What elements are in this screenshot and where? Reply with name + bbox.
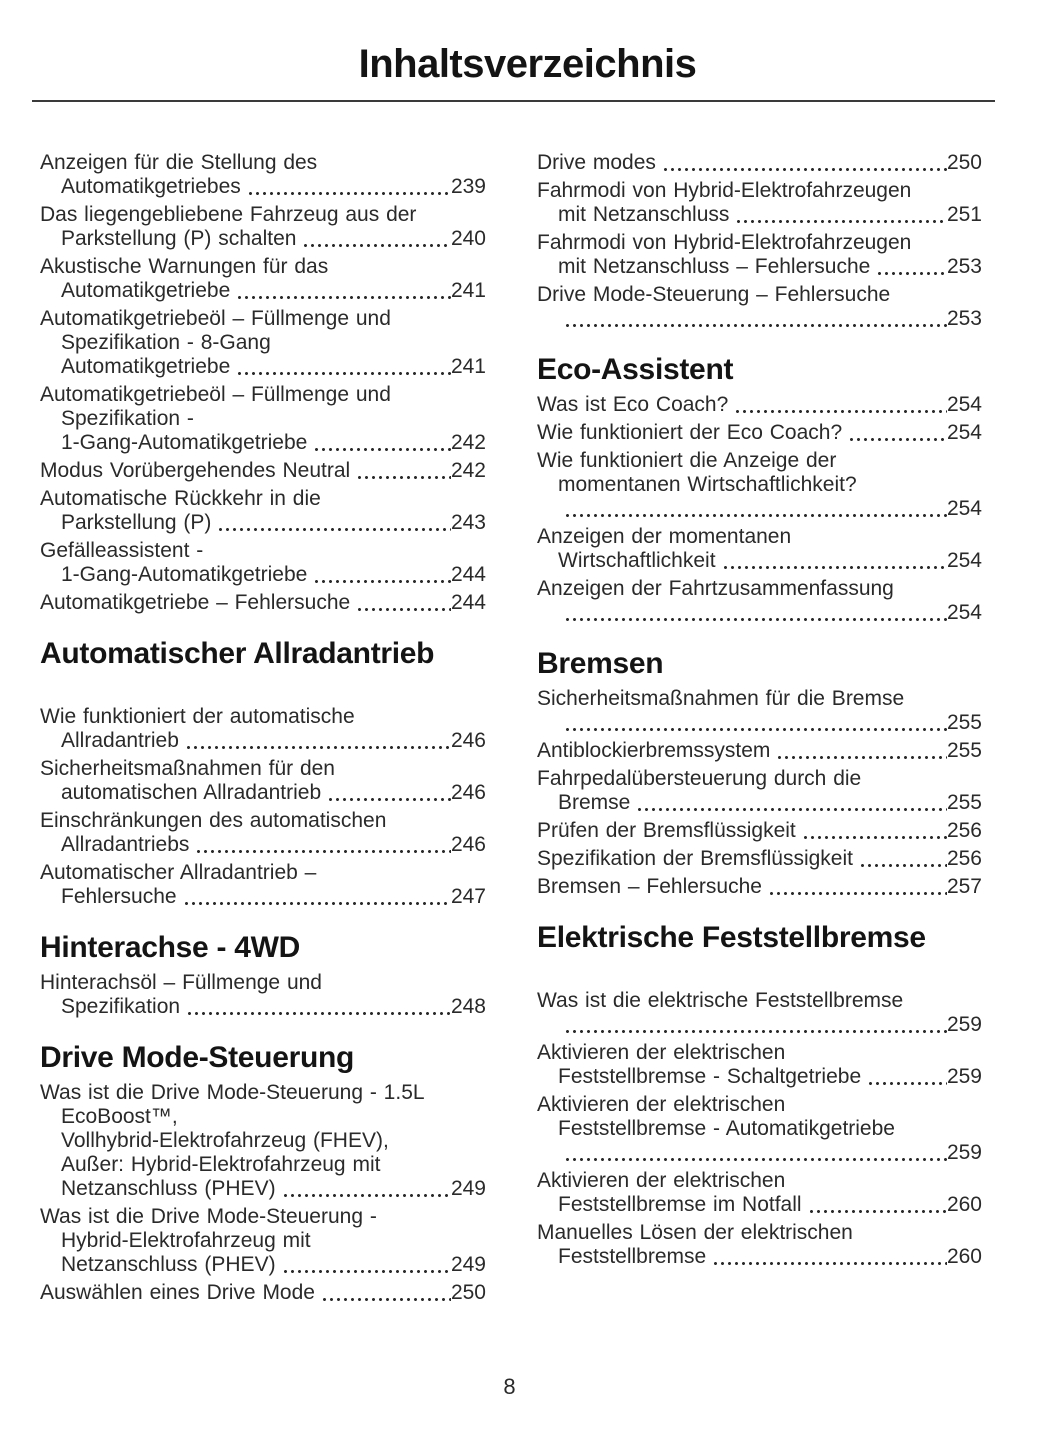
toc-page-ref: 251 [946,203,982,226]
dot-leader [564,1141,947,1165]
toc-page-ref: 256 [946,847,982,870]
toc-page-ref: 254 [946,393,982,416]
toc-entry-line [537,601,982,625]
toc-entry-line: Sicherheitsmaßnahmen für die Bremse [537,687,905,710]
toc-entry-line: Feststellbremse - Automatikgetriebe [558,1117,895,1140]
dot-leader [808,1193,947,1217]
dot-leader [636,791,947,815]
toc-page-ref: 253 [946,307,982,330]
toc-entry-line: Einschränkungen des automatischen [40,809,387,832]
toc-entry [537,1041,982,1089]
dot-leader [313,431,451,455]
dot-leader [313,563,451,587]
toc-entry-line: Anzeigen der Fahrtzusammenfassung [537,577,894,600]
toc-entry-line [537,255,982,279]
dot-leader [564,307,947,331]
toc-entry-line [40,227,486,251]
toc-entry-text: Drive modes [537,151,656,174]
toc-page-ref: 256 [946,819,982,842]
toc-entry-line: Was ist die elektrische Feststellbremse [537,989,904,1012]
toc-page-ref: 259 [946,1065,982,1088]
toc-entry [537,739,982,763]
toc-page-ref: 254 [946,601,982,624]
toc-entry-text: Feststellbremse - Schaltgetriebe [558,1065,862,1088]
dot-leader [722,549,947,573]
toc-page-ref: 244 [450,563,486,586]
toc-entry-line: Was ist die Drive Mode-Steuerung - 1.5L [40,1081,425,1104]
toc-entry-line [537,1245,982,1269]
toc-page-ref: 246 [450,781,486,804]
toc-entry-line [537,1013,982,1037]
toc-entry-text: Parkstellung (P) [61,511,212,534]
toc-entry-text: mit Netzanschluss – Fehlersuche [558,255,871,278]
toc-entry-line: Das liegengebliebene Fahrzeug aus der [40,203,417,226]
toc-entry-text: Bremse [558,791,631,814]
toc-entry [40,383,486,455]
toc-entry-text: Was ist Eco Coach? [537,393,729,416]
toc-entry [40,591,486,615]
toc-entry-line: EcoBoost™, [61,1105,178,1128]
toc-page-ref: 255 [946,711,982,734]
toc-page-ref: 260 [946,1245,982,1268]
toc-page-ref: 253 [946,255,982,278]
toc-page-ref: 255 [946,791,982,814]
toc-entry-text: Automatikgetriebe [61,279,231,302]
toc-entry-text: 1-Gang-Automatikgetriebe [61,563,308,586]
page-title: Inhaltsverzeichnis [358,42,697,86]
toc-entry-line [40,1253,486,1277]
toc-entry [537,421,982,445]
toc-entry [40,1205,486,1277]
toc-entry-text: Prüfen der Bremsflüssigkeit [537,819,796,842]
toc-entry-text: Automatikgetriebe [61,355,231,378]
toc-entry-line [537,1193,982,1217]
toc-entry-line: Automatikgetriebeöl – Füllmenge und [40,383,391,406]
toc-entry-line: Hybrid-Elektrofahrzeug mit [61,1229,311,1252]
toc-entry-line: Aktivieren der elektrischen [537,1169,786,1192]
toc-entry [537,283,982,331]
toc-entry-line: Aktivieren der elektrischen [537,1041,786,1064]
toc-page-ref: 259 [946,1141,982,1164]
toc-entry [537,525,982,573]
toc-column-right [537,151,982,1273]
toc-entry-text: Bremsen – Fehlersuche [537,875,762,898]
toc-entry-line: Was ist die Drive Mode-Steuerung - [40,1205,377,1228]
toc-entry [40,459,486,483]
toc-entry-text: Allradantrieb [61,729,179,752]
title-divider [32,100,995,102]
toc-page-ref: 241 [450,355,486,378]
toc-page-ref: 255 [946,739,982,762]
toc-entry-line [537,739,982,763]
toc-entry-line: Drive Mode-Steuerung – Fehlersuche [537,283,891,306]
toc-entry-line: Vollhybrid-Elektrofahrzeug (FHEV), [61,1129,389,1152]
toc-entry-line: Sicherheitsmaßnahmen für den [40,757,335,780]
dot-leader [734,393,947,417]
toc-page-ref: 249 [450,1177,486,1200]
toc-page-ref: 250 [946,151,982,174]
toc-column-left [40,151,486,1309]
dot-leader [195,833,451,857]
dot-leader [321,1281,451,1305]
toc-entry [40,809,486,857]
section-heading: Bremsen [537,647,664,680]
toc-page-ref: 244 [450,591,486,614]
toc-entry [537,847,982,871]
toc-entry [40,539,486,587]
toc-entry-text: Auswählen eines Drive Mode [40,1281,315,1304]
toc-page-ref: 259 [946,1013,982,1036]
dot-leader [302,227,451,251]
toc-entry-line [537,711,982,735]
dot-leader [768,875,947,899]
toc-page-ref: 246 [450,833,486,856]
toc-entry-line [40,729,486,753]
toc-entry-line [537,421,982,445]
toc-entry-line [537,791,982,815]
toc-page-ref: 260 [946,1193,982,1216]
toc-entry [40,705,486,753]
toc-page-ref: 247 [450,885,486,908]
dot-leader [564,601,947,625]
toc-page-ref: 242 [450,431,486,454]
toc-entry-line: momentanen Wirtschaftlichkeit? [558,473,857,496]
toc-entry-text: Wirtschaftlichkeit [558,549,716,572]
toc-entry-line: Manuelles Lösen der elektrischen [537,1221,853,1244]
toc-entry-line: Anzeigen der momentanen [537,525,792,548]
toc-entry [40,1081,486,1201]
toc-page-ref: 239 [450,175,486,198]
toc-page-ref: 254 [946,549,982,572]
toc-entry-line [537,203,982,227]
toc-entry-line [40,781,486,805]
toc-entry-line [537,1141,982,1165]
toc-entry-text: Netzanschluss (PHEV) [61,1177,276,1200]
toc-entry-line [40,175,486,199]
toc-entry-text: Automatikgetriebe – Fehlersuche [40,591,351,614]
toc-entry-text: 1-Gang-Automatikgetriebe [61,431,308,454]
toc-page-ref: 242 [450,459,486,482]
toc-entry-text: Spezifikation der Bremsflüssigkeit [537,847,853,870]
dot-leader [876,255,947,279]
toc-entry [40,971,486,1019]
dot-leader [564,711,947,735]
dot-leader [236,355,451,379]
toc-entry-line [40,1177,486,1201]
toc-entry-line [40,431,486,455]
toc-page-ref: 240 [450,227,486,250]
dot-leader [327,781,451,805]
section-heading: Hinterachse - 4WD [40,931,300,964]
toc-entry-line [40,279,486,303]
dot-leader [282,1177,451,1201]
dot-leader [662,151,947,175]
toc-page-ref: 243 [450,511,486,534]
toc-entry-line [40,1281,486,1305]
toc-entry [537,393,982,417]
dot-leader [356,459,451,483]
toc-entry-line: Fahrmodi von Hybrid-Elektrofahrzeugen [537,231,912,254]
toc-entry [537,687,982,735]
toc-entry [537,449,982,521]
dot-leader [247,175,451,199]
toc-entry-text: Spezifikation [61,995,181,1018]
toc-entry [537,1093,982,1165]
toc-entry-line: Automatischer Allradantrieb – [40,861,317,884]
toc-page-ref: 246 [450,729,486,752]
toc-entry [40,307,486,379]
dot-leader [186,995,451,1019]
toc-entry-line: Anzeigen für die Stellung des [40,151,318,174]
toc-entry-line [537,875,982,899]
dot-leader [217,511,451,535]
toc-entry-line [40,591,486,615]
toc-page-ref: 248 [450,995,486,1018]
toc-entry-line [40,511,486,535]
toc-entry [40,861,486,909]
dot-leader [712,1245,947,1269]
toc-entry [537,767,982,815]
section-heading: Drive Mode-Steuerung [40,1041,355,1074]
toc-entry-line [537,307,982,331]
toc-entry [40,151,486,199]
toc-entry-text: Modus Vorübergehendes Neutral [40,459,351,482]
dot-leader [848,421,947,445]
toc-entry-text: mit Netzanschluss [558,203,730,226]
toc-entry-line: Außer: Hybrid-Elektrofahrzeug mit [61,1153,381,1176]
toc-entry-line [537,819,982,843]
dot-leader [564,1013,947,1037]
toc-entry-line: Hinterachsöl – Füllmenge und [40,971,322,994]
toc-entry [537,179,982,227]
toc-entry [537,819,982,843]
dot-leader [282,1253,451,1277]
section-heading: Automatischer Allradantrieb [40,637,435,670]
toc-entry-line [537,847,982,871]
section-heading: Eco-Assistent [537,353,734,386]
toc-entry-text: automatischen Allradantrieb [61,781,322,804]
dot-leader [776,739,947,763]
toc-entry [40,1281,486,1305]
toc-entry [40,255,486,303]
dot-leader [356,591,451,615]
toc-entry [40,203,486,251]
toc-entry-line [40,833,486,857]
toc-entry-line: Fahrpedalübersteuerung durch die [537,767,862,790]
toc-entry [537,1169,982,1217]
toc-page-ref: 257 [946,875,982,898]
toc-entry-text: Feststellbremse im Notfall [558,1193,802,1216]
toc-entry-line [40,885,486,909]
toc-entry-line [537,393,982,417]
dot-leader [236,279,451,303]
toc-entry [40,487,486,535]
toc-entry-line: Automatikgetriebeöl – Füllmenge und [40,307,391,330]
toc-entry-line [537,497,982,521]
toc-page-ref: 254 [946,421,982,444]
dot-leader [564,497,947,521]
dot-leader [867,1065,947,1089]
toc-entry [40,757,486,805]
toc-entry-line: Wie funktioniert der automatische [40,705,355,728]
toc-entry-line: Akustische Warnungen für das [40,255,329,278]
toc-entry [537,1221,982,1269]
toc-entry [537,577,982,625]
page-number: 8 [503,1374,516,1399]
toc-entry-line [40,563,486,587]
toc-entry-text: Parkstellung (P) schalten [61,227,297,250]
toc-page-ref: 241 [450,279,486,302]
dot-leader [185,729,451,753]
toc-entry-line: Gefälleassistent - [40,539,204,562]
toc-entry-line: Wie funktioniert die Anzeige der [537,449,837,472]
toc-entry-text: Wie funktioniert der Eco Coach? [537,421,843,444]
toc-entry-line: Spezifikation - [61,407,194,430]
toc-entry-text: Feststellbremse [558,1245,707,1268]
toc-entry [537,151,982,175]
toc-entry-text: Antiblockierbremssystem [537,739,771,762]
dot-leader [859,847,947,871]
toc-entry-line [537,1065,982,1089]
toc-entry-line [537,151,982,175]
dot-leader [735,203,947,227]
toc-page-ref: 254 [946,497,982,520]
toc-entry-line [40,459,486,483]
toc-entry-line: Automatische Rückkehr in die [40,487,321,510]
toc-entry-text: Netzanschluss (PHEV) [61,1253,276,1276]
toc-page-ref: 250 [450,1281,486,1304]
toc-entry-text: Fehlersuche [61,885,177,908]
toc-entry-text: Automatikgetriebes [61,175,241,198]
toc-entry-line: Aktivieren der elektrischen [537,1093,786,1116]
toc-entry-line: Fahrmodi von Hybrid-Elektrofahrzeugen [537,179,912,202]
toc-entry [537,875,982,899]
toc-entry-line [40,355,486,379]
dot-leader [183,885,451,909]
section-heading: Elektrische Feststellbremse [537,921,926,954]
toc-entry-line: Spezifikation - 8-Gang [61,331,271,354]
toc-entry-line [40,995,486,1019]
table-of-contents [40,151,1055,1309]
toc-entry [537,989,982,1037]
toc-page-ref: 249 [450,1253,486,1276]
toc-entry [537,231,982,279]
dot-leader [802,819,947,843]
toc-entry-line [537,549,982,573]
toc-entry-text: Allradantriebs [61,833,190,856]
